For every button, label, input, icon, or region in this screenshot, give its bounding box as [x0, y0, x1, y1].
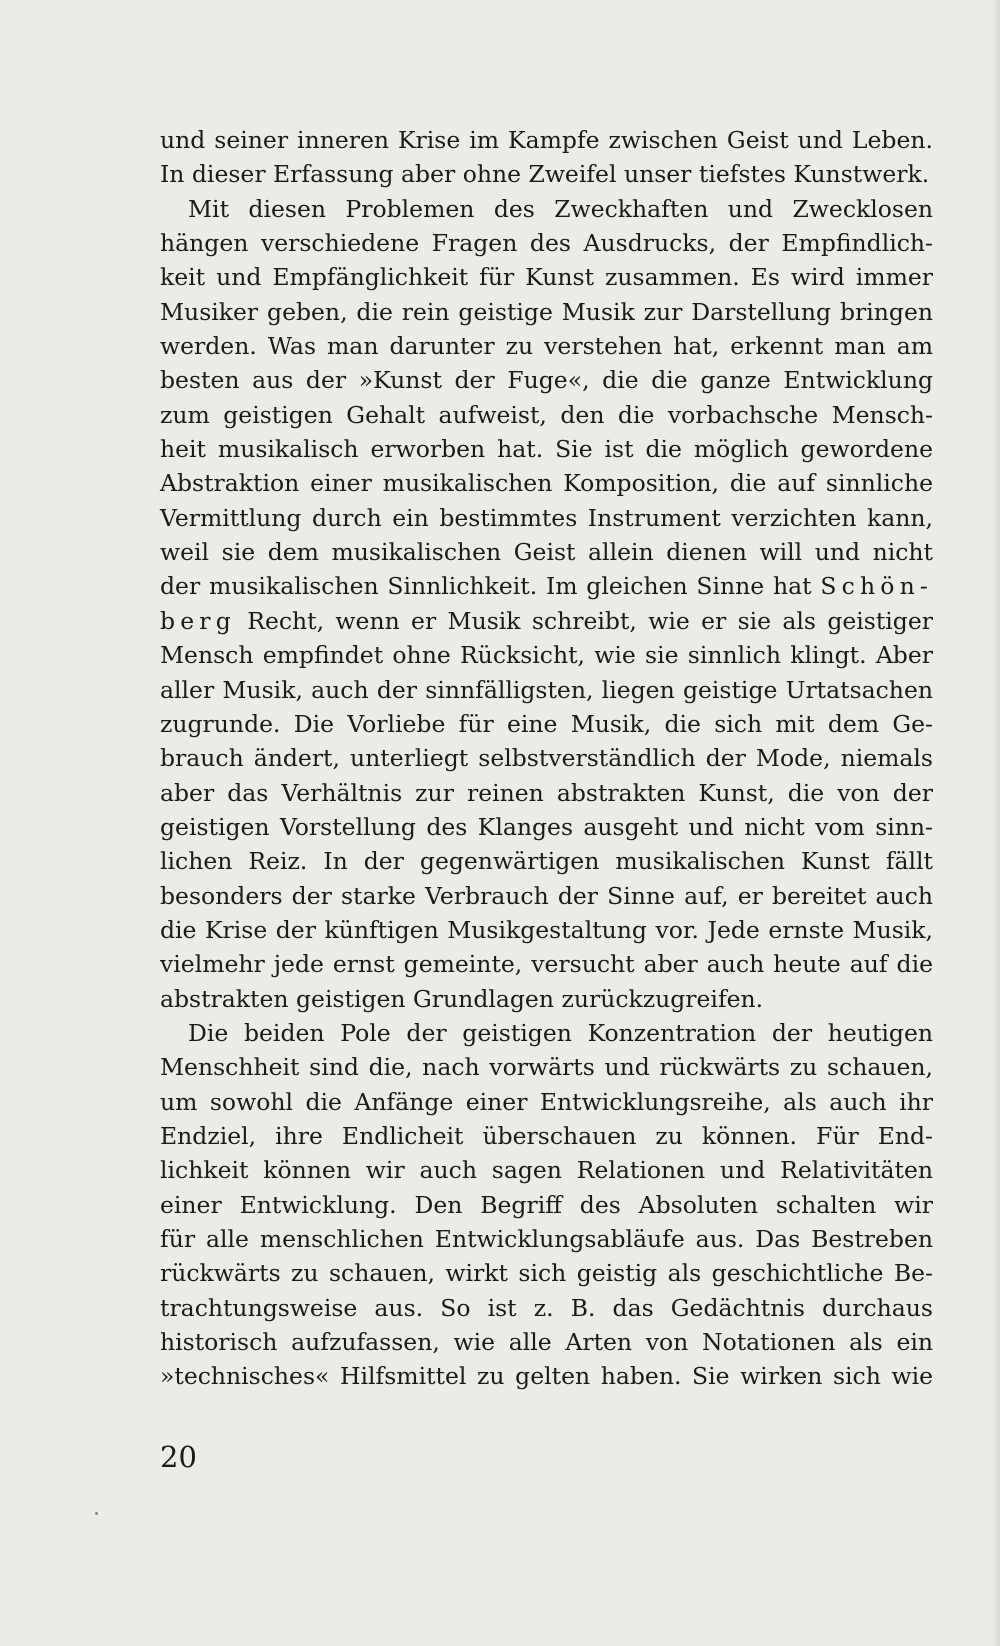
text-line: die Krise der künftigen Musikgestaltung vor. Jede ernste Musik,	[160, 915, 933, 944]
text-line: Die beiden Pole der geistigen Konzentration der heutigen	[188, 1018, 933, 1047]
text-line: werden. Was man darunter zu verstehen hat, erkennt man am	[160, 332, 933, 361]
text-line: vielmehr jede ernst gemeinte, versucht aber auch heute auf die	[160, 950, 933, 979]
text-line	[160, 569, 933, 603]
text-line: Mensch empfindet ohne Rücksicht, wie sie sinnlich klingt. Aber	[160, 641, 933, 670]
text-line: und seiner inneren Krise im Kampfe zwischen Geist und Leben.	[160, 126, 933, 154]
text-line: rückwärts zu schauen, wirkt sich geistig als geschichtliche Be-	[160, 1259, 933, 1288]
text-line: aller Musik, auch der sinnfälligsten, liegen geistige Urtatsachen	[160, 675, 933, 704]
text-line: Musiker geben, die rein geistige Musik zur Darstellung bringen	[160, 297, 933, 326]
text-line: besten aus der »Kunst der Fuge«, die die ganze Entwicklung	[160, 366, 933, 395]
text-line: lichkeit können wir auch sagen Relationen und Relativitäten	[160, 1156, 933, 1185]
text-line: einer Entwicklung. Den Begriff des Absoluten schalten wir	[160, 1190, 933, 1219]
text-line: In dieser Erfassung aber ohne Zweifel unser tiefstes Kunstwerk.	[160, 160, 930, 189]
text-line: weil sie dem musikalischen Geist allein dienen will und nicht	[160, 538, 933, 567]
text-line: keit und Empfänglichkeit für Kunst zusammen. Es wird immer	[160, 263, 933, 292]
text-line: Vermittlung durch ein bestimmtes Instrument verzichten kann,	[160, 503, 933, 532]
text-line: zum geistigen Gehalt aufweist, den die vorbachsche Mensch-	[160, 400, 933, 429]
line-text: der musikalischen Sinnlichkeit. Im gleichen Sinne hat	[160, 572, 812, 601]
body-text	[160, 123, 933, 1394]
text-line: trachtungsweise aus. So ist z. B. das Gedächtnis durchaus	[160, 1293, 933, 1322]
text-line: brauch ändert, unterliegt selbstverständlich der Mode, niemals	[160, 744, 933, 773]
text-line: abstrakten geistigen Grundlagen zurückzugreifen.	[160, 984, 764, 1013]
text-line: zugrunde. Die Vorliebe für eine Musik, die sich mit dem Ge-	[160, 709, 933, 738]
text-line: Abstraktion einer musikalischen Komposition, die auf sinnliche	[160, 469, 933, 498]
text-line: Menschheit sind die, nach vorwärts und rückwärts zu schauen,	[160, 1053, 933, 1082]
page-edge-shadow	[994, 0, 1000, 1646]
text-line: Endziel, ihre Endlicheit überschauen zu können. Für End-	[160, 1121, 933, 1150]
text-line: heit musikalisch erworben hat. Sie ist die möglich gewordene	[160, 435, 933, 464]
paper-speck	[95, 1512, 98, 1515]
text-line: »technisches« Hilfsmittel zu gelten haben. Sie wirken sich wie	[160, 1362, 933, 1391]
text-line: lichen Reiz. In der gegenwärtigen musikalischen Kunst fällt	[160, 847, 933, 876]
spaced-name: Schön-	[820, 572, 933, 601]
text-line: um sowohl die Anfänge einer Entwicklungsreihe, als auch ihr	[160, 1087, 933, 1116]
text-line: historisch aufzufassen, wie alle Arten von Notationen als ein	[160, 1328, 933, 1357]
text-line: aber das Verhältnis zur reinen abstrakten Kunst, die von der	[160, 778, 933, 807]
text-line: besonders der starke Verbrauch der Sinne auf, er bereitet auch	[160, 881, 933, 910]
spaced-name: berg	[160, 606, 236, 635]
paragraph-2	[160, 192, 933, 1016]
text-line: geistigen Vorstellung des Klanges ausgeht und nicht vom sinn-	[160, 812, 933, 841]
paragraph-3	[160, 1016, 933, 1394]
text-line: Mit diesen Problemen des Zweckhaften und Zwecklosen	[188, 194, 933, 223]
text-line: für alle menschlichen Entwicklungsabläufe aus. Das Bestreben	[160, 1225, 933, 1253]
paragraph-1	[160, 123, 933, 192]
text-line: hängen verschiedene Fragen des Ausdrucks, der Empfindlich-	[160, 229, 933, 258]
text-line	[160, 604, 933, 638]
line-text: Recht, wenn er Musik schreibt, wie er sie als geistiger	[247, 606, 933, 635]
page-number: 20	[160, 1440, 197, 1474]
